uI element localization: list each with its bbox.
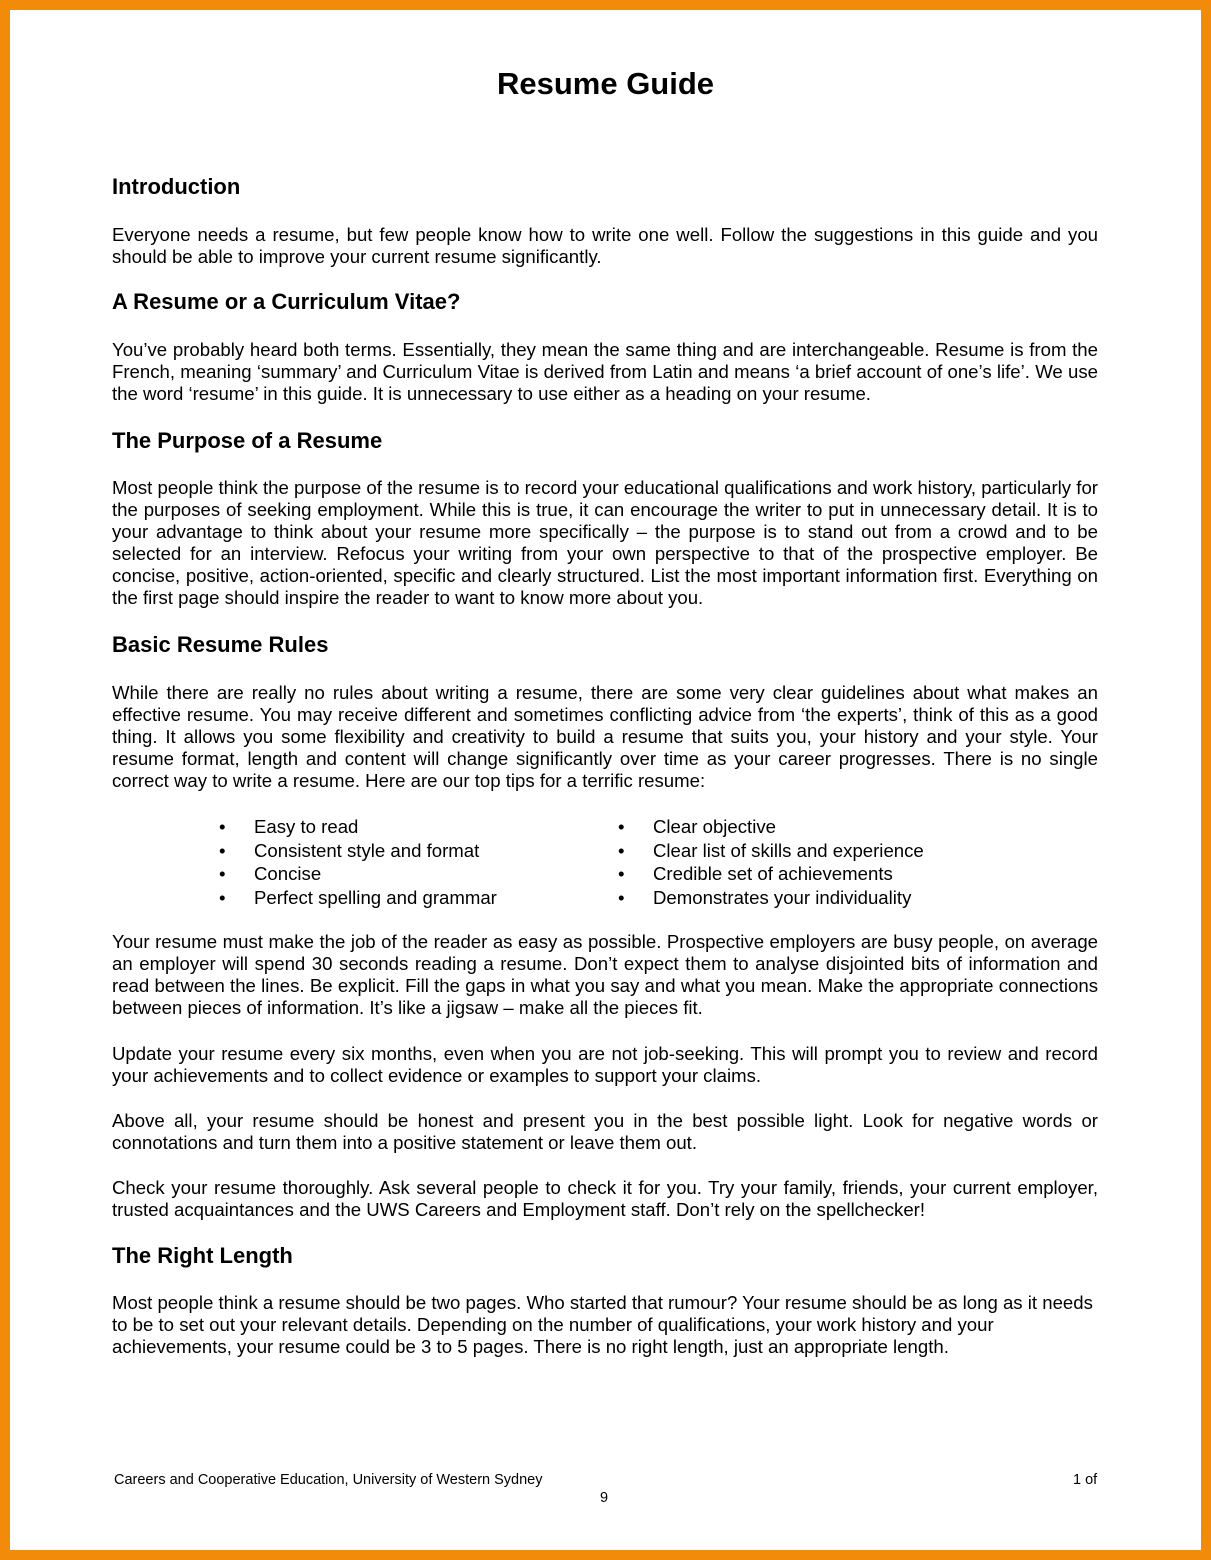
paragraph-update-resume: Update your resume every six months, even when you are not job-seeking. This will prompt you to review and record your achievements and to collect evidence or examples to support your claims. xyxy=(112,1043,1098,1086)
tips-list-right xyxy=(618,815,924,909)
footer-source: Careers and Cooperative Education, University of Western Sydney xyxy=(114,1472,543,1488)
bullet-icon: • xyxy=(219,886,226,908)
bullet-icon: • xyxy=(618,886,625,908)
heading-purpose: The Purpose of a Resume xyxy=(112,428,383,453)
list-item: • Easy to read xyxy=(219,816,359,837)
list-item: • Clear objective xyxy=(618,816,776,837)
paragraph-resume-or-cv: You’ve probably heard both terms. Essentially, they mean the same thing and are interchangeable. Resume is from the French, meaning ‘summary’ and Curriculum Vitae is derived from Latin and means ‘a brief account of one’s life’. We use the word ‘resume’ in this guide. It is unnecessary to use either as a heading on your resume. xyxy=(112,339,1098,404)
bullet-icon: • xyxy=(618,839,625,861)
list-item: • Credible set of achievements xyxy=(618,863,893,884)
bullet-icon: • xyxy=(618,863,625,884)
paragraph-check-resume: Check your resume thoroughly. Ask several people to check it for you. Try your family, friends, your current employer, trusted acquaintances and the UWS Careers and Employment staff. Don’t rely on the spellchecker! xyxy=(112,1177,1098,1220)
document-title: Resume Guide xyxy=(496,66,715,101)
list-item: • Clear list of skills and experience xyxy=(618,839,924,861)
paragraph-reader-ease: Your resume must make the job of the reader as easy as possible. Prospective employers are busy people, on average an employer will spend 30 seconds reading a resume. Don’t expect them to analyse disjointed bits of information and read between the lines. Be explicit. Fill the gaps in what you say and what you mean. Make the appropriate connections between pieces of information. It’s like a jigsaw – make all the pieces fit. xyxy=(112,931,1098,1018)
list-item: • Demonstrates your individuality xyxy=(618,886,912,908)
list-item: • Perfect spelling and grammar xyxy=(219,886,497,908)
heading-right-length: The Right Length xyxy=(112,1243,293,1268)
paragraph-purpose: Most people think the purpose of the resume is to record your educational qualifications and work history, particularly for the purposes of seeking employment. While this is true, it can encourage the writer to put in unnecessary detail. It is to your advantage to think about your resume more specifically – the purpose is to stand out from a crowd and to be selected for an interview. Refocus your writing from your own perspective to that of the prospective employer. Be concise, positive, action-oriented, specific and clearly structured. List the most important information first. Everything on the first page should inspire the reader to want to know more about you. xyxy=(112,477,1098,608)
list-item: • Consistent style and format xyxy=(219,839,480,861)
footer-page-label: 1 of xyxy=(1073,1472,1098,1488)
paragraph-introduction: Everyone needs a resume, but few people know how to write one well. Follow the suggestions in this guide and you should be able to improve your current resume significantly. xyxy=(112,224,1098,267)
paragraph-honesty: Above all, your resume should be honest and present you in the best possible light. Look for negative words or connotations and turn them into a positive statement or leave them out. xyxy=(112,1110,1098,1153)
bullet-icon: • xyxy=(219,863,226,884)
heading-introduction: Introduction xyxy=(112,174,241,199)
tips-list-left xyxy=(219,815,497,909)
bullet-icon: • xyxy=(219,816,226,837)
bullet-icon: • xyxy=(618,816,625,837)
footer-page-total: 9 xyxy=(600,1490,609,1506)
heading-basic-rules: Basic Resume Rules xyxy=(112,632,329,657)
heading-resume-or-cv: A Resume or a Curriculum Vitae? xyxy=(112,289,461,314)
bullet-icon: • xyxy=(219,839,226,861)
list-item: • Concise xyxy=(219,863,322,884)
paragraph-right-length: Most people think a resume should be two pages. Who started that rumour? Your resume should be as long as it needs to be to set out your relevant details. Depending on the number of qualifications, your work history and your achievements, your resume could be 3 to 5 pages. There is no right length, just an appropriate length. xyxy=(112,1292,1093,1357)
paragraph-basic-rules-intro: While there are really no rules about writing a resume, there are some very clear guidelines about what makes an effective resume. You may receive different and sometimes conflicting advice from ‘the experts’, think of this as a good thing. It allows you some flexibility and creativity to build a resume that suits you, your history and your style. Your resume format, length and content will change significantly over time as your career progresses. There is no single correct way to write a resume. Here are our top tips for a terrific resume: xyxy=(112,682,1098,791)
